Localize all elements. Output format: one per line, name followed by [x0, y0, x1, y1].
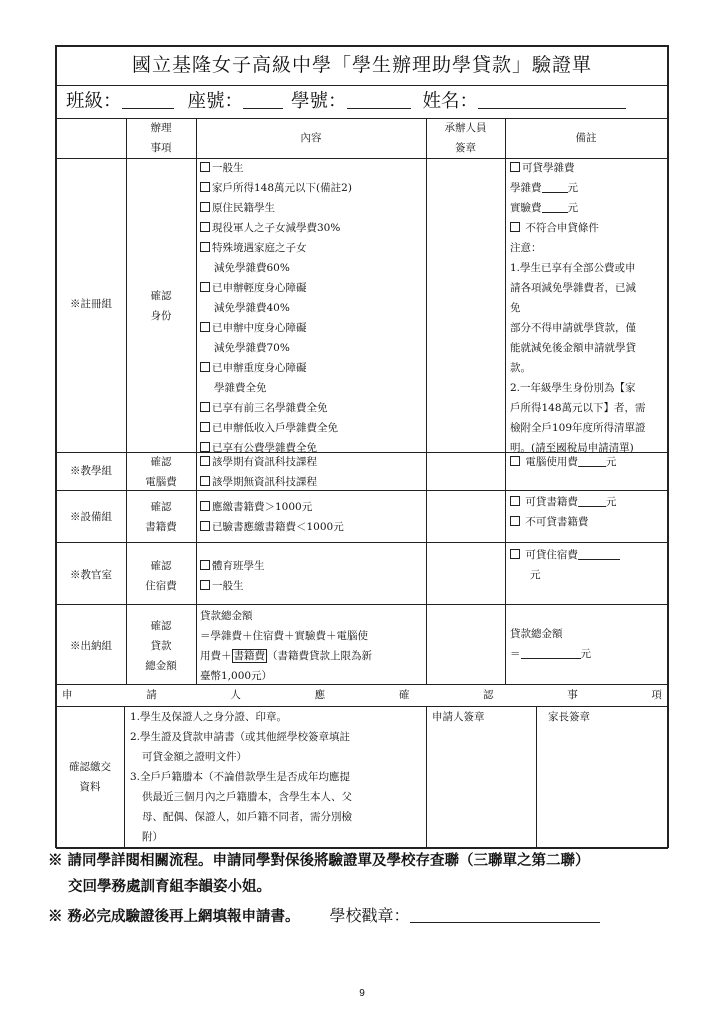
docs-item-line: 可貸金額之證明文件）: [142, 751, 247, 763]
docs-item-line: 附）: [142, 831, 163, 843]
registry-option: [200, 298, 424, 318]
cashier-content: 貸款總金額 ＝學雜費＋住宿費＋實驗費＋電腦使 用費＋ 書籍費 （書籍費貸款上限為新 臺幣1,000元）: [200, 610, 372, 682]
unit-military: ※教官室: [70, 569, 112, 581]
item-confirm-total: 確認 貸款 總金額: [145, 620, 177, 672]
unit-registry: ※註冊組: [70, 298, 112, 310]
confirm-header-char: 人: [230, 689, 241, 701]
registry-note-line: 部分不得申請就學貸款，僅: [510, 322, 636, 334]
registry-option-checkbox[interactable]: [200, 222, 210, 232]
dorm-fee-field[interactable]: [578, 547, 620, 560]
seat-label: 座號：: [187, 91, 244, 112]
loanable-tuition-checkbox[interactable]: [510, 162, 520, 172]
lab-amount-field[interactable]: [542, 200, 568, 213]
registry-option-label: 減免學雜費70%: [214, 342, 290, 354]
confirm-header-char: 事: [567, 689, 578, 701]
book-fee-over-checkbox[interactable]: [200, 501, 210, 511]
item-confirm-dorm-fee: 確認 住宿費: [145, 560, 177, 592]
student-no-label: 學號：: [291, 91, 347, 112]
registry-option-label: 已申辦輕度身心障礙: [212, 282, 307, 294]
registry-option-label: 家戶所得148萬元以下(備註2): [212, 182, 352, 194]
student-no-field[interactable]: [347, 86, 411, 109]
non-loanable-book-fee-checkbox[interactable]: [510, 516, 520, 526]
confirm-header-char: 認: [483, 689, 494, 701]
registry-note-line: 能就減免後金額申請就學貸: [510, 342, 636, 354]
confirm-header-char: 項: [651, 689, 662, 701]
applicant-signature[interactable]: 申請人簽章: [432, 711, 485, 723]
item-confirm-book-fee: 確認 書籍費: [145, 501, 177, 533]
loanable-book-fee-checkbox[interactable]: [510, 496, 520, 506]
docs-label: 確認繳交 資料: [69, 761, 111, 793]
item-confirm-computer-fee: 確認 電腦費: [145, 456, 177, 488]
registry-note-line: 檢附全戶109年度所得清單證: [510, 422, 646, 434]
has-it-course-checkbox[interactable]: [200, 456, 210, 466]
registry-option: [200, 378, 424, 398]
registry-option-checkbox[interactable]: [200, 242, 210, 252]
name-label: 姓名：: [422, 91, 479, 112]
registry-option-label: 已申辦低收入戶學雜費全免: [212, 422, 338, 434]
registry-option[interactable]: [200, 398, 424, 418]
item-confirm-identity: 確認 身份: [150, 290, 172, 322]
docs-items: [130, 707, 424, 847]
name-field[interactable]: [478, 86, 626, 109]
unit-equipment: ※設備組: [70, 511, 112, 523]
total-amount-field[interactable]: [521, 646, 581, 659]
registry-option-label: 已申辦重度身心障礙: [212, 362, 307, 374]
confirm-header-char: 請: [146, 689, 157, 701]
header-remark: 備註: [575, 132, 597, 144]
registry-option: [200, 338, 424, 358]
form-title: 國立基隆女子高級中學「學生辦理助學貸款」驗證單: [131, 54, 592, 76]
equipment-remark: 可貸書籍費 元 不可貸書籍費: [510, 492, 616, 532]
registry-option-checkbox[interactable]: [200, 322, 210, 332]
computer-fee-field[interactable]: [578, 454, 606, 467]
parent-signature[interactable]: 家長簽章: [548, 711, 590, 723]
page-number: 9: [359, 988, 365, 999]
docs-item-line: 2.學生證及貸款申請書（或其他經學校簽章填註: [130, 731, 351, 743]
registry-option-checkbox[interactable]: [200, 442, 210, 452]
registry-option: [200, 258, 424, 278]
student-info-row: [66, 86, 626, 118]
registry-option-label: 特殊境遇家庭之子女: [212, 242, 307, 254]
registry-option[interactable]: [200, 158, 424, 178]
unit-cashier: ※出納組: [70, 640, 112, 652]
registry-option-label: 原住民籍學生: [212, 202, 275, 214]
confirm-items-header: [62, 685, 662, 705]
registry-note-line: 明。(請至國稅局申請清單): [510, 442, 634, 454]
registry-content: [200, 158, 424, 458]
class-field[interactable]: [122, 86, 174, 109]
registry-option-label: 減免學雜費40%: [214, 302, 290, 314]
confirm-header-char: 確: [398, 689, 410, 701]
registry-option[interactable]: [200, 178, 424, 198]
registry-option-label: 已申辦中度身心障礙: [212, 322, 307, 334]
seat-field[interactable]: [243, 86, 283, 109]
registry-option[interactable]: [200, 358, 424, 378]
header-officer: 承辦人員 簽章: [444, 122, 487, 154]
confirm-header-char: 應: [314, 689, 326, 701]
registry-option-checkbox[interactable]: [200, 182, 210, 192]
registry-note-line: 戶所得148萬元以下】者，需: [510, 402, 646, 414]
cashier-remark: 貸款總金額 ＝ 元: [510, 628, 591, 660]
header-content: 內容: [300, 132, 322, 144]
registry-option-label: 現役軍人之子女減學費30%: [212, 222, 341, 234]
class-label: 班級：: [66, 91, 122, 112]
registry-note-line: 2.一年級學生身份別為【家: [510, 382, 636, 394]
registry-option-checkbox[interactable]: [200, 282, 210, 292]
confirm-header-char: 申: [62, 689, 73, 701]
registry-option-checkbox[interactable]: [200, 422, 210, 432]
registry-note-line: 1.學生已享有全部公費或申: [510, 262, 636, 274]
unit-teaching: ※教學組: [70, 465, 112, 477]
book-fee-under-checkbox[interactable]: [200, 521, 210, 531]
teaching-content: 該學期有資訊科技課程 該學期無資訊科技課程: [200, 452, 317, 492]
registry-option[interactable]: [200, 418, 424, 438]
registry-option-checkbox[interactable]: [200, 202, 210, 212]
registry-option-label: 減免學雜費60%: [214, 262, 290, 274]
registry-option-label: 一般生: [212, 162, 244, 174]
registry-option[interactable]: [200, 318, 424, 338]
header-item: 辦理 事項: [150, 122, 172, 154]
docs-item-line: 母、配偶、保證人，如戶籍不同者，需分別檢: [142, 811, 352, 823]
registry-option-label: 學雜費全免: [214, 382, 267, 394]
registry-option-checkbox[interactable]: [200, 402, 210, 412]
registry-option-label: 已享有公費學雜費全免: [212, 442, 317, 454]
school-seal-label: 學校戳章：: [329, 906, 410, 925]
military-remark: 可貸住宿費 元: [510, 545, 620, 585]
registry-option-label: 已享有前三名學雜費全免: [212, 402, 328, 414]
registry-note-line: 請各項減免學雜費者，已減: [510, 282, 636, 294]
general-student-checkbox[interactable]: [200, 580, 210, 590]
registry-option[interactable]: [200, 218, 424, 238]
no-it-course-checkbox[interactable]: [200, 476, 210, 486]
docs-item-line: 供最近三個月內之戶籍謄本，含學生本人、父: [142, 791, 352, 803]
not-eligible-checkbox[interactable]: [510, 222, 520, 232]
registry-note-line: 款。: [510, 362, 531, 374]
registry-option-checkbox[interactable]: [200, 362, 210, 372]
footer-notice-2: 交回學務處訓育組李韻姿小姐。: [68, 878, 271, 895]
footer-notice-3: ※ 務必完成驗證後再上網填報申請書。 學校戳章：: [48, 902, 600, 930]
docs-item-line: 1.學生及保證人之身分證、印章。: [130, 711, 288, 723]
equipment-content: 應繳書籍費＞1000元 已驗書應繳書籍費＜1000元: [200, 497, 344, 537]
loanable-dorm-fee-checkbox[interactable]: [510, 549, 520, 559]
book-fee-field[interactable]: [578, 494, 606, 507]
sports-class-checkbox[interactable]: [200, 560, 210, 570]
footer-notice-1: ※ 請同學詳閱相關流程。申請同學對保後將驗證單及學校存查聯（三聯單之第二聯）: [48, 852, 590, 869]
school-seal-field[interactable]: [410, 902, 600, 923]
teaching-remark: 電腦使用費 元: [510, 452, 616, 472]
registry-option[interactable]: [200, 278, 424, 298]
registry-option[interactable]: [200, 198, 424, 218]
registry-remark: 可貸學雜費 學雜費 元 實驗費 元 不符合申貸條件 注意： 1.學生已享有全部公費或申 請各項減免學雜費者，已減 免 部分不得申請就學貸款，僅 能就減免後金額申請就學貸 款。 2.一年級學生身份別為【家 戶所得148萬元以下】者，需 檢附全戶109年度所得清單證 明。(請至國稅局申請清單): [510, 158, 666, 458]
military-content: 體育班學生 一般生: [200, 556, 265, 596]
registry-option[interactable]: [200, 238, 424, 258]
tuition-amount-field[interactable]: [542, 180, 568, 193]
registry-option-checkbox[interactable]: [200, 162, 210, 172]
registry-note-line: 免: [510, 302, 521, 314]
docs-item-line: 3.全戶戶籍謄本（不論借款學生是否成年均應提: [130, 771, 351, 783]
computer-fee-checkbox[interactable]: [510, 456, 520, 466]
